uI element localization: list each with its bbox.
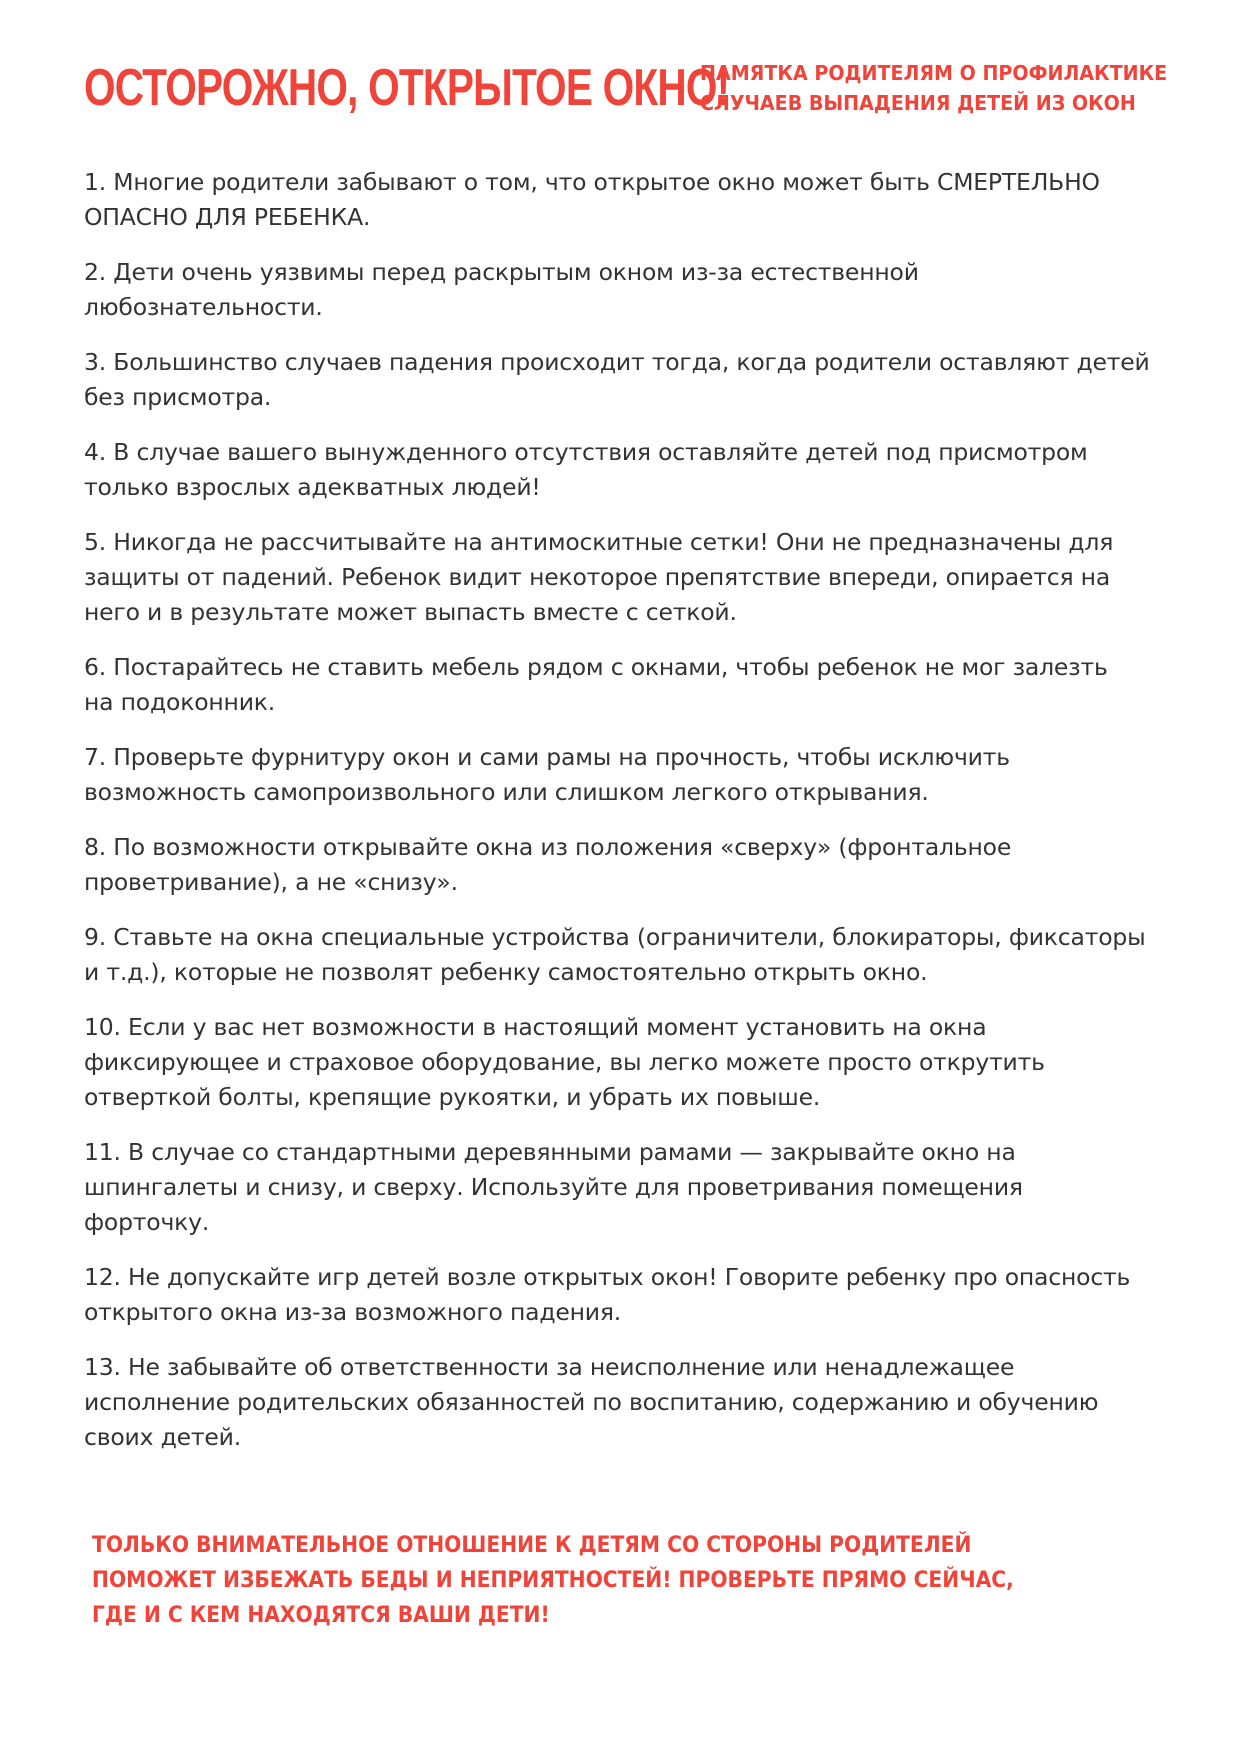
tip-line: на подоконник. — [84, 688, 276, 716]
tip-item — [84, 345, 1204, 415]
page-subtitle — [700, 58, 1167, 118]
tip-item — [84, 830, 1204, 900]
tip-line: только взрослых адекватных людей! — [84, 473, 541, 501]
tip-line: ОПАСНО ДЛЯ РЕБЕНКА. — [84, 203, 371, 231]
tip-line: и т.д.), которые не позволят ребенку самостоятельно открыть окно. — [84, 958, 928, 986]
tip-line: шпингалеты и снизу, и сверху. Используйте для проветривания помещения — [84, 1173, 1023, 1201]
subtitle-line: ПАМЯТКА РОДИТЕЛЯМ О ПРОФИЛАКТИКЕ — [700, 61, 1168, 85]
tip-item — [84, 650, 1204, 720]
tip-line: 1. Многие родители забывают о том, что открытое окно может быть СМЕРТЕЛЬНО — [84, 168, 1100, 196]
tip-line: 7. Проверьте фурнитуру окон и сами рамы на прочность, чтобы исключить — [84, 743, 1010, 771]
tip-line: 2. Дети очень уязвимы перед раскрытым окном из-за естественной — [84, 258, 919, 286]
tip-item — [84, 255, 1204, 325]
tip-line: 5. Никогда не рассчитывайте на антимоскитные сетки! Они не предназначены для — [84, 528, 1114, 556]
tip-item — [84, 165, 1204, 235]
tip-line: 4. В случае вашего вынужденного отсутствия оставляйте детей под присмотром — [84, 438, 1088, 466]
tip-line: 3. Большинство случаев падения происходит тогда, когда родители оставляют детей — [84, 348, 1150, 376]
tip-line: открытого окна из-за возможного падения. — [84, 1298, 622, 1326]
tip-item — [84, 1350, 1204, 1455]
tip-line: 8. По возможности открывайте окна из положения «сверху» (фронтальное — [84, 833, 1012, 861]
tip-line: форточку. — [84, 1208, 210, 1236]
tip-line: 12. Не допускайте игр детей возле открытых окон! Говорите ребенку про опасность — [84, 1263, 1131, 1291]
tip-line: него и в результате может выпасть вместе с сеткой. — [84, 598, 737, 626]
tip-line: 10. Если у вас нет возможности в настоящий момент установить на окна — [84, 1013, 987, 1041]
warning-line: ТОЛЬКО ВНИМАТЕЛЬНОЕ ОТНОШЕНИЕ К ДЕТЯМ СО СТОРОНЫ РОДИТЕЛЕЙ — [92, 1532, 972, 1558]
tip-line: фиксирующее и страховое оборудование, вы легко можете просто открутить — [84, 1048, 1045, 1076]
tip-item — [84, 525, 1204, 630]
safety-tips-list — [84, 165, 1204, 1475]
tip-line: 11. В случае со стандартными деревянными рамами — закрывайте окно на — [84, 1138, 1016, 1166]
tip-line: исполнение родительских обязанностей по воспитанию, содержанию и обучению — [84, 1388, 1099, 1416]
tip-line: своих детей. — [84, 1423, 241, 1451]
closing-warning — [92, 1528, 1192, 1633]
tip-line: 6. Постарайтесь не ставить мебель рядом с окнами, чтобы ребенок не мог залезть — [84, 653, 1108, 681]
tip-line: 13. Не забывайте об ответственности за неисполнение или ненадлежащее — [84, 1353, 1015, 1381]
tip-item — [84, 1260, 1204, 1330]
tip-item — [84, 1135, 1204, 1240]
tip-item — [84, 1010, 1204, 1115]
tip-line: 9. Ставьте на окна специальные устройства (ограничители, блокираторы, фиксаторы — [84, 923, 1146, 951]
tip-item — [84, 740, 1204, 810]
page-header — [84, 56, 1180, 120]
tip-item — [84, 435, 1204, 505]
tip-line: любознательности. — [84, 293, 323, 321]
tip-item — [84, 920, 1204, 990]
subtitle-line: СЛУЧАЕВ ВЫПАДЕНИЯ ДЕТЕЙ ИЗ ОКОН — [700, 91, 1136, 115]
page-title: ОСТОРОЖНО, ОТКРЫТОЕ ОКНО! — [84, 59, 730, 117]
warning-line: ПОМОЖЕТ ИЗБЕЖАТЬ БЕДЫ И НЕПРИЯТНОСТЕЙ! ПРОВЕРЬТЕ ПРЯМО СЕЙЧАС, — [92, 1567, 1014, 1593]
tip-line: отверткой болты, крепящие рукоятки, и убрать их повыше. — [84, 1083, 821, 1111]
tip-line: проветривание), а не «снизу». — [84, 868, 458, 896]
warning-line: ГДЕ И С КЕМ НАХОДЯТСЯ ВАШИ ДЕТИ! — [92, 1602, 550, 1628]
tip-line: защиты от падений. Ребенок видит некоторое препятствие впереди, опирается на — [84, 563, 1111, 591]
tip-line: возможность самопроизвольного или слишком легкого открывания. — [84, 778, 929, 806]
tip-line: без присмотра. — [84, 383, 272, 411]
